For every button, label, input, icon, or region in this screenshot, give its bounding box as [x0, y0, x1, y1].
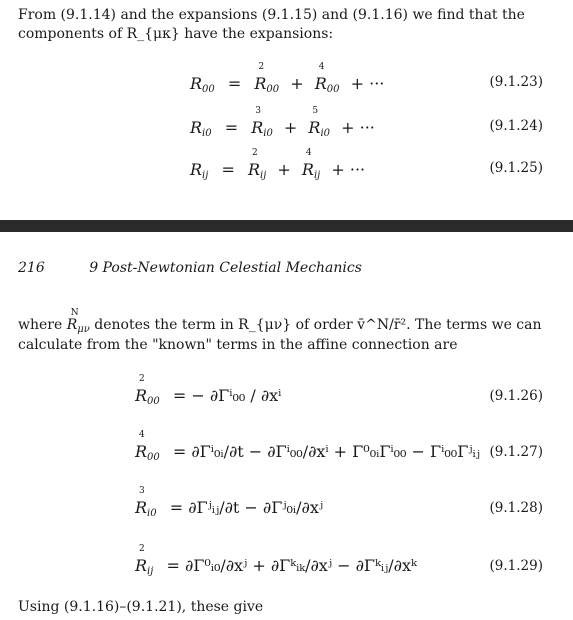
top-intro-paragraph: [18, 6, 548, 44]
bottom-intro-text: denotes the term in R_{μν} of order v̄^N/r̄². The terms we can calculate from the "known" terms in the affine connection are: [18, 317, 542, 353]
top-intro-text: From (9.1.14) and the expansions (9.1.15) and (9.1.16) we find that the components of R_{μκ} have the expansions:: [18, 7, 525, 42]
equation-9-1-25: Rij = R 2 ij + R 4 ij + ··· (9.1.25): [190, 148, 543, 181]
eq-body: = − ∂Γⁱ₀₀ / ∂xⁱ: [172, 386, 282, 405]
eq-number: (9.1.25): [489, 160, 543, 176]
eq-number: (9.1.23): [489, 74, 543, 90]
equation-9-1-28: R 3 i0 = ∂Γʲᵢⱼ/∂t − ∂Γʲ₀ᵢ/∂xʲ (9.1.28): [135, 486, 543, 519]
eq-number: (9.1.26): [489, 388, 543, 404]
page-number: 216: [18, 260, 45, 276]
equation-9-1-29: R 2 ij = ∂Γ⁰ᵢ₀/∂xʲ + ∂Γᵏᵢₖ/∂xʲ − ∂Γᵏᵢⱼ/∂xᵏ (9.1.29): [135, 544, 543, 577]
closing-paragraph: [18, 598, 548, 617]
intro-R-symbol: R N $_{\mu\nu}$: [66, 308, 90, 335]
eq-number: (9.1.27): [489, 444, 543, 460]
bottom-intro-paragraph: [18, 308, 548, 355]
closing-text: Using (9.1.16)–(9.1.21), these give: [18, 599, 264, 615]
page-header: [18, 260, 362, 276]
eq-body: = ∂Γⁱ₀ᵢ/∂t − ∂Γⁱ₀₀/∂xⁱ + Γ⁰₀ᵢΓⁱ₀₀ − Γⁱ₀₀Γʲᵢⱼ: [172, 442, 480, 461]
lhs-R: R00: [190, 74, 215, 95]
eq-number: (9.1.29): [489, 558, 543, 574]
equation-9-1-26: R 2 00 = − ∂Γⁱ₀₀ / ∂xⁱ (9.1.26): [135, 374, 543, 407]
equation-9-1-24: Ri0 = R 3 i0 + R 5 i0 + ··· (9.1.24): [190, 106, 543, 139]
eq-body: = ∂Γ⁰ᵢ₀/∂xʲ + ∂Γᵏᵢₖ/∂xʲ − ∂Γᵏᵢⱼ/∂xᵏ: [166, 556, 417, 575]
equation-9-1-23: R00 = R 2 00 + R 4 00 + ··· (9.1.23): [190, 62, 543, 95]
equation-9-1-27: R 4 00 = ∂Γⁱ₀ᵢ/∂t − ∂Γⁱ₀₀/∂xⁱ + Γ⁰₀ᵢΓⁱ₀₀ − Γⁱ₀₀Γʲᵢⱼ (9.1.27): [135, 430, 543, 463]
page-divider: [0, 220, 573, 232]
where-word: where: [18, 317, 63, 333]
eq-number: (9.1.24): [489, 118, 543, 134]
eq-number: (9.1.28): [489, 500, 543, 516]
eq-body: = ∂Γʲᵢⱼ/∂t − ∂Γʲ₀ᵢ/∂xʲ: [169, 498, 324, 517]
chapter-title: 9 Post-Newtonian Celestial Mechanics: [89, 260, 362, 276]
